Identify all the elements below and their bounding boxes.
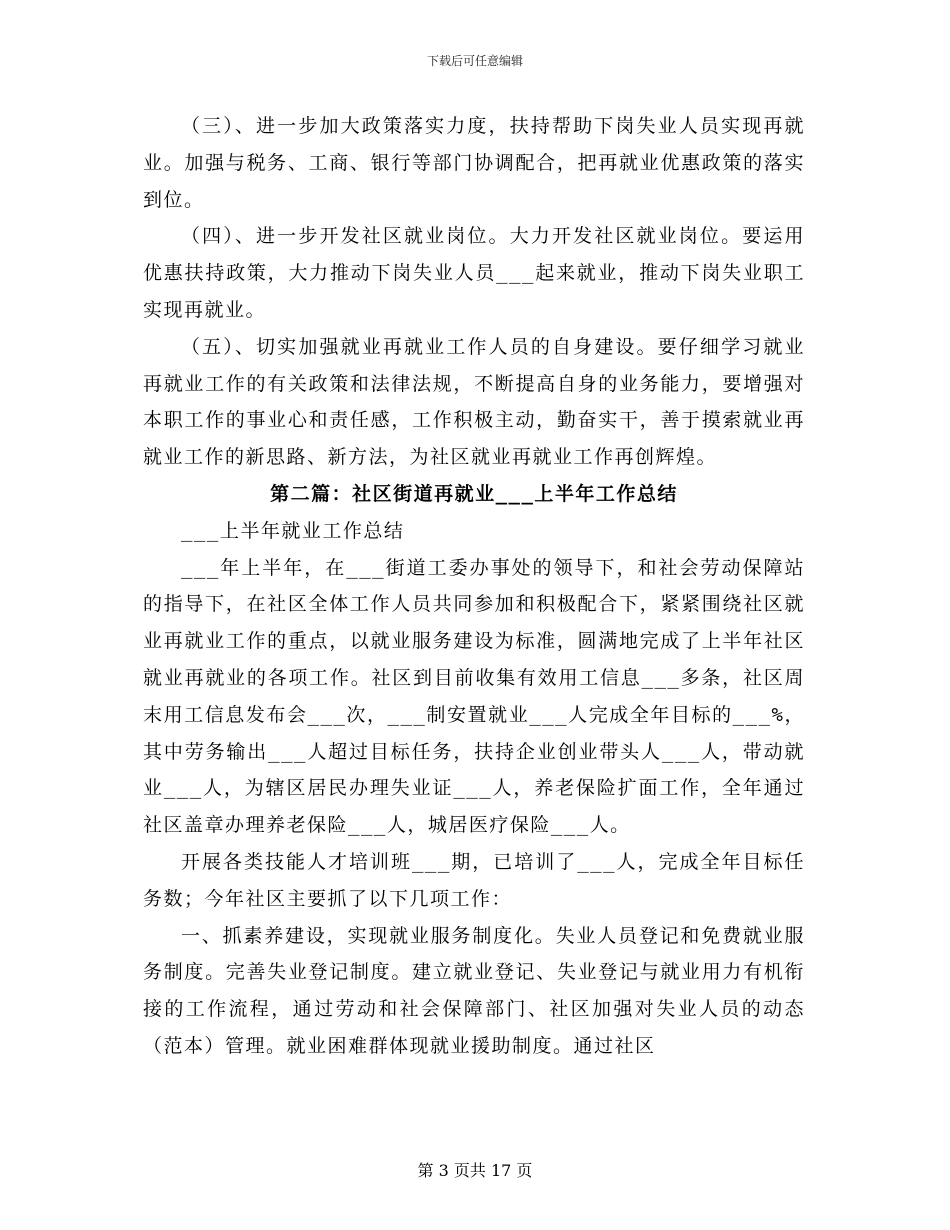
training-paragraph: 开展各类技能人才培训班___期，已培训了___人，完成全年目标任务数；今年社区主要抓了以下几项工作： xyxy=(143,850,805,910)
section-title: 第二篇：社区街道再就业___上半年工作总结 xyxy=(270,482,678,505)
paragraph-4: （四）、进一步开发社区就业岗位。大力开发社区就业岗位。要运用优惠扶持政策，大力推动下岗失业人员___起来就业，推动下岗失业职工实现再就业。 xyxy=(143,225,805,321)
page-footer: 第 3 页共 17 页 xyxy=(417,1161,533,1180)
paragraph-5: （五）、切实加强就业再就业工作人员的自身建设。要仔细学习就业再就业工作的有关政策和法律法规，不断提高自身的业务能力，要增强对本职工作的事业心和责任感，工作积极主动，勤奋实干，善于摸索就业再就业工作的新思路、新方法，为社区就业再就业工作再创辉煌。 xyxy=(143,335,805,469)
paragraph-3: （三）、进一步加大政策落实力度，扶持帮助下岗失业人员实现再就业。加强与税务、工商、银行等部门协调配合，把再就业优惠政策的落实到位。 xyxy=(143,115,805,211)
page-header: 下载后可任意编辑 xyxy=(426,54,523,68)
document-body xyxy=(143,108,805,1065)
work-item-1: 一、抓素养建设，实现就业服务制度化。失业人员登记和免费就业服务制度。完善失业登记制度。建立就业登记、失业登记与就业用力有机衔接的工作流程，通过劳动和社会保障部门、社区加强对失业人员的动态（范本）管理。就业困难群体现就业援助制度。通过社区 xyxy=(143,924,805,1057)
section-subtitle: ___上半年就业工作总结 xyxy=(181,519,405,542)
summary-paragraph: ___年上半年，在___街道工委办事处的领导下，和社会劳动保障站的指导下，在社区全体工作人员共同参加和积极配合下，紧紧围绕社区就业再就业工作的重点，以就业服务建设为标准，圆满地完成了上半年社区就业再就业的各项工作。社区到目前收集有效用工信息___多条，社区周末用工信息发布会___次，___制安置就业___人完成全年目标的___%，其中劳务输出___人超过目标任务，扶持企业创业带头人___人，带动就业___人，为辖区居民办理失业证___人，养老保险扩面工作，全年通过社区盖章办理养老保险___人，城居医疗保险___人。 xyxy=(143,556,805,837)
